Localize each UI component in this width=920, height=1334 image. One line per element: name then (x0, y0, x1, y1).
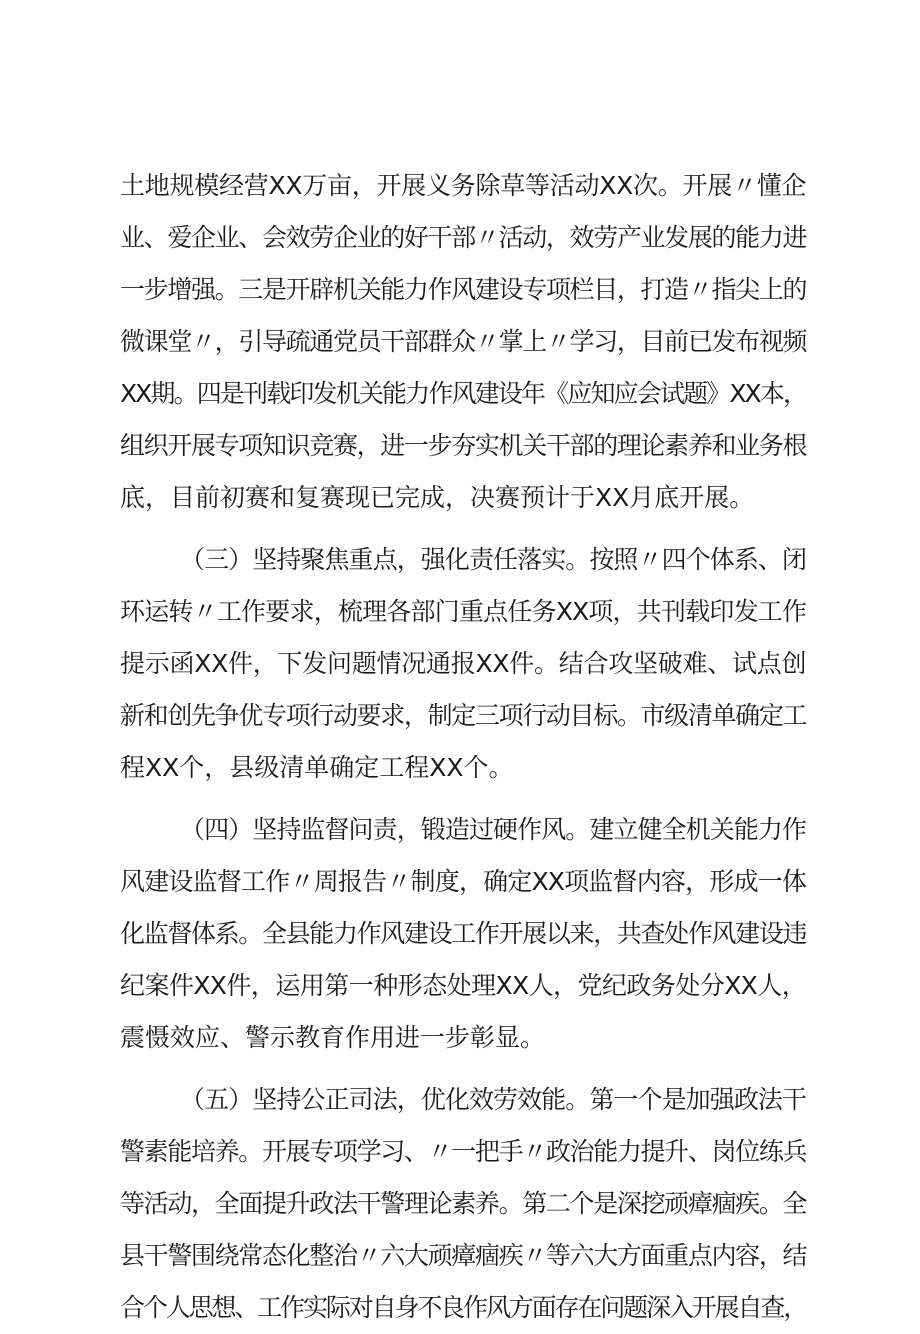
text-line: 程XX个，县级清单确定工程XX个。 (120, 753, 514, 782)
paragraph-3 (120, 804, 806, 1064)
paragraph-4 (120, 1074, 806, 1334)
text-line: （五）坚持公正司法，优化效劳效能。第一个是加强政法干 (180, 1085, 806, 1114)
text-line: 微课堂〃，引导疏通党员干部群众〃掌上〃学习，目前已发布视频 (120, 327, 806, 356)
text-line: 风建设监督工作〃周报告〃制度，确定XX项监督内容，形成一体 (120, 867, 806, 896)
text-line: 合个人思想、工作实际对自身不良作风方面存在问题深入开展自查， (120, 1293, 806, 1322)
text-line: 底，目前初赛和复赛现已完成，决赛预计于XX月底开展。 (120, 483, 755, 512)
text-line: 业、爱企业、会效劳企业的好干部〃活动，效劳产业发展的能力进 (120, 223, 806, 252)
text-line: 警素能培养。开展专项学习、〃一把手〃政治能力提升、岗位练兵 (120, 1137, 806, 1166)
document-body (120, 160, 806, 1334)
text-line: 组织开展专项知识竞赛，进一步夯实机关干部的理论素养和业务根 (120, 431, 806, 460)
text-line: 环运转〃工作要求，梳理各部门重点任务XX项，共刊载印发工作 (120, 597, 806, 626)
paragraph-gap (120, 1064, 806, 1074)
text-line: 一步增强。三是开辟机关能力作风建设专项栏目，打造〃指尖上的 (120, 275, 806, 304)
text-line: 新和创先争优专项行动要求，制定三项行动目标。市级清单确定工 (120, 701, 806, 730)
text-line: （三）坚持聚焦重点，强化责任落实。按照〃四个体系、闭 (180, 545, 806, 574)
paragraph-gap (120, 794, 806, 804)
text-line: XX期。四是刊载印发机关能力作风建设年《应知应会试题》XX本， (120, 379, 806, 408)
text-line: （四）坚持监督问责，锻造过硬作风。建立健全机关能力作 (180, 815, 806, 844)
paragraph-2 (120, 534, 806, 794)
text-line: 提示函XX件，下发问题情况通报XX件。结合攻坚破难、试点创 (120, 649, 807, 678)
text-line: 震慑效应、警示教育作用进一步彰显。 (120, 1023, 546, 1052)
text-line: 土地规模经营XX万亩，开展义务除草等活动XX次。开展〃懂企 (120, 171, 807, 200)
paragraph-gap (120, 524, 806, 534)
paragraph-1 (120, 160, 806, 524)
text-line: 纪案件XX件，运用第一种形态处理XX人，党纪政务处分XX人， (120, 971, 806, 1000)
text-line: 县干警围绕常态化整治〃六大顽瘴痼疾〃等六大方面重点内容，结 (120, 1241, 806, 1270)
text-line: 化监督体系。全县能力作风建设工作开展以来，共查处作风建设违 (120, 919, 806, 948)
text-line: 等活动，全面提升政法干警理论素养。第二个是深挖顽瘴痼疾。全 (120, 1189, 806, 1218)
